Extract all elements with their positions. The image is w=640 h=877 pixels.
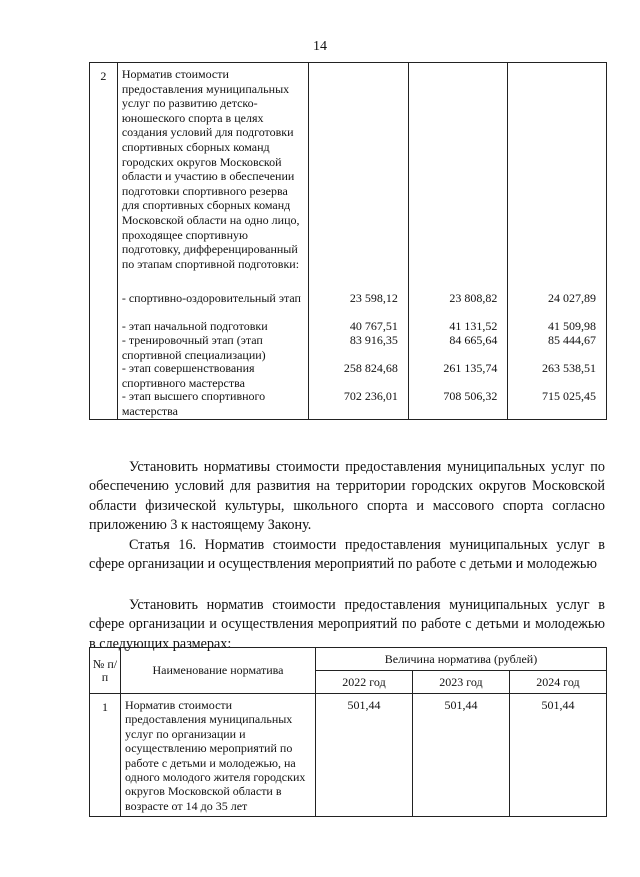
youth-norms-table xyxy=(89,647,607,817)
table-row xyxy=(90,333,607,361)
value-2023: 84 665,64 xyxy=(449,333,498,348)
table-row xyxy=(90,361,607,389)
header-num: № п/п xyxy=(90,648,121,694)
value-2022: 702 236,01 xyxy=(343,389,398,404)
value-2024: 41 509,98 xyxy=(548,319,596,333)
stage-name: - этап высшего спортивного мастерства xyxy=(121,389,266,418)
table-row xyxy=(90,389,607,420)
stage-name: - этап начальной подготовки xyxy=(121,319,268,333)
value-2022: 501,44 xyxy=(316,694,413,817)
norm-description: Норматив стоимости предоставления муниципальных услуг по организации и осуществлению мероприятий по работе с детьми и молодежью, на одного молодого жителя городских округов Московской области в возрасте от 14 до 35 лет xyxy=(121,694,316,817)
paragraph-nomatives: Установить нормативы стоимости предоставления муниципальных услуг по обеспечению условий для развития на территории городских округов Московской области физической культуры, школьного спорта и массового спорта согласно приложению 3 к настоящему Закону. xyxy=(89,459,605,534)
value-2023: 41 131,52 xyxy=(449,319,498,333)
value-2022: 258 824,68 xyxy=(343,361,398,376)
table-row xyxy=(90,291,607,319)
value-2024: 85 444,67 xyxy=(548,333,596,348)
table-row xyxy=(90,694,607,817)
value-2022: 83 916,35 xyxy=(349,333,398,348)
sport-norms-table xyxy=(89,62,607,420)
row-number: 2 xyxy=(90,63,118,420)
value-2023: 261 135,74 xyxy=(443,361,498,376)
stage-name: - этап совершенствования спортивного мастерства xyxy=(121,361,255,390)
value-2022: 40 767,51 xyxy=(349,319,398,333)
stage-name: - тренировочный этап (этап спортивной специализации) xyxy=(121,333,266,362)
value-2023: 23 808,82 xyxy=(449,291,498,305)
table-row xyxy=(90,63,607,292)
table-row xyxy=(90,319,607,333)
header-name: Наименование норматива xyxy=(121,648,316,694)
paragraph-youth-norm: Установить норматив стоимости предоставления муниципальных услуг в сфере организации и осуществления мероприятий по работе с детьми и молодежью в следующих размерах: xyxy=(89,597,605,652)
value-2023: 708 506,32 xyxy=(443,389,498,404)
row-number: 1 xyxy=(90,694,121,817)
value-2024: 24 027,89 xyxy=(548,291,596,305)
header-row xyxy=(90,648,607,671)
value-2024: 263 538,51 xyxy=(542,361,596,376)
year-2024: 2024 год xyxy=(509,671,606,694)
page-number: 14 xyxy=(313,39,327,54)
value-2023: 501,44 xyxy=(412,694,509,817)
value-2024: 501,44 xyxy=(509,694,606,817)
value-2022: 23 598,12 xyxy=(349,291,398,305)
stage-name: - спортивно-оздоровительный этап xyxy=(121,291,301,305)
year-2023: 2023 год xyxy=(412,671,509,694)
article-16-heading: Статья 16. Норматив стоимости предоставления муниципальных услуг в сфере организации и осуществления мероприятий по работе с детьми и молодежью xyxy=(89,537,605,573)
year-2022: 2022 год xyxy=(316,671,413,694)
value-2024: 715 025,45 xyxy=(542,389,596,404)
norm-description: Норматив стоимости предоставления муниципальных услуг по развитию детско-юношеского спорта в целях создания условий для подготовки спортивных сборных команд городских округов Московской области и участию в обеспечении подготовки спортивного резерва для спортивных сборных команд Московской области на одно лицо, проходящее спортивную подготовку, дифференцированный по этапам спортивной подготовки: xyxy=(117,63,308,292)
header-value: Величина норматива (рублей) xyxy=(316,648,607,671)
